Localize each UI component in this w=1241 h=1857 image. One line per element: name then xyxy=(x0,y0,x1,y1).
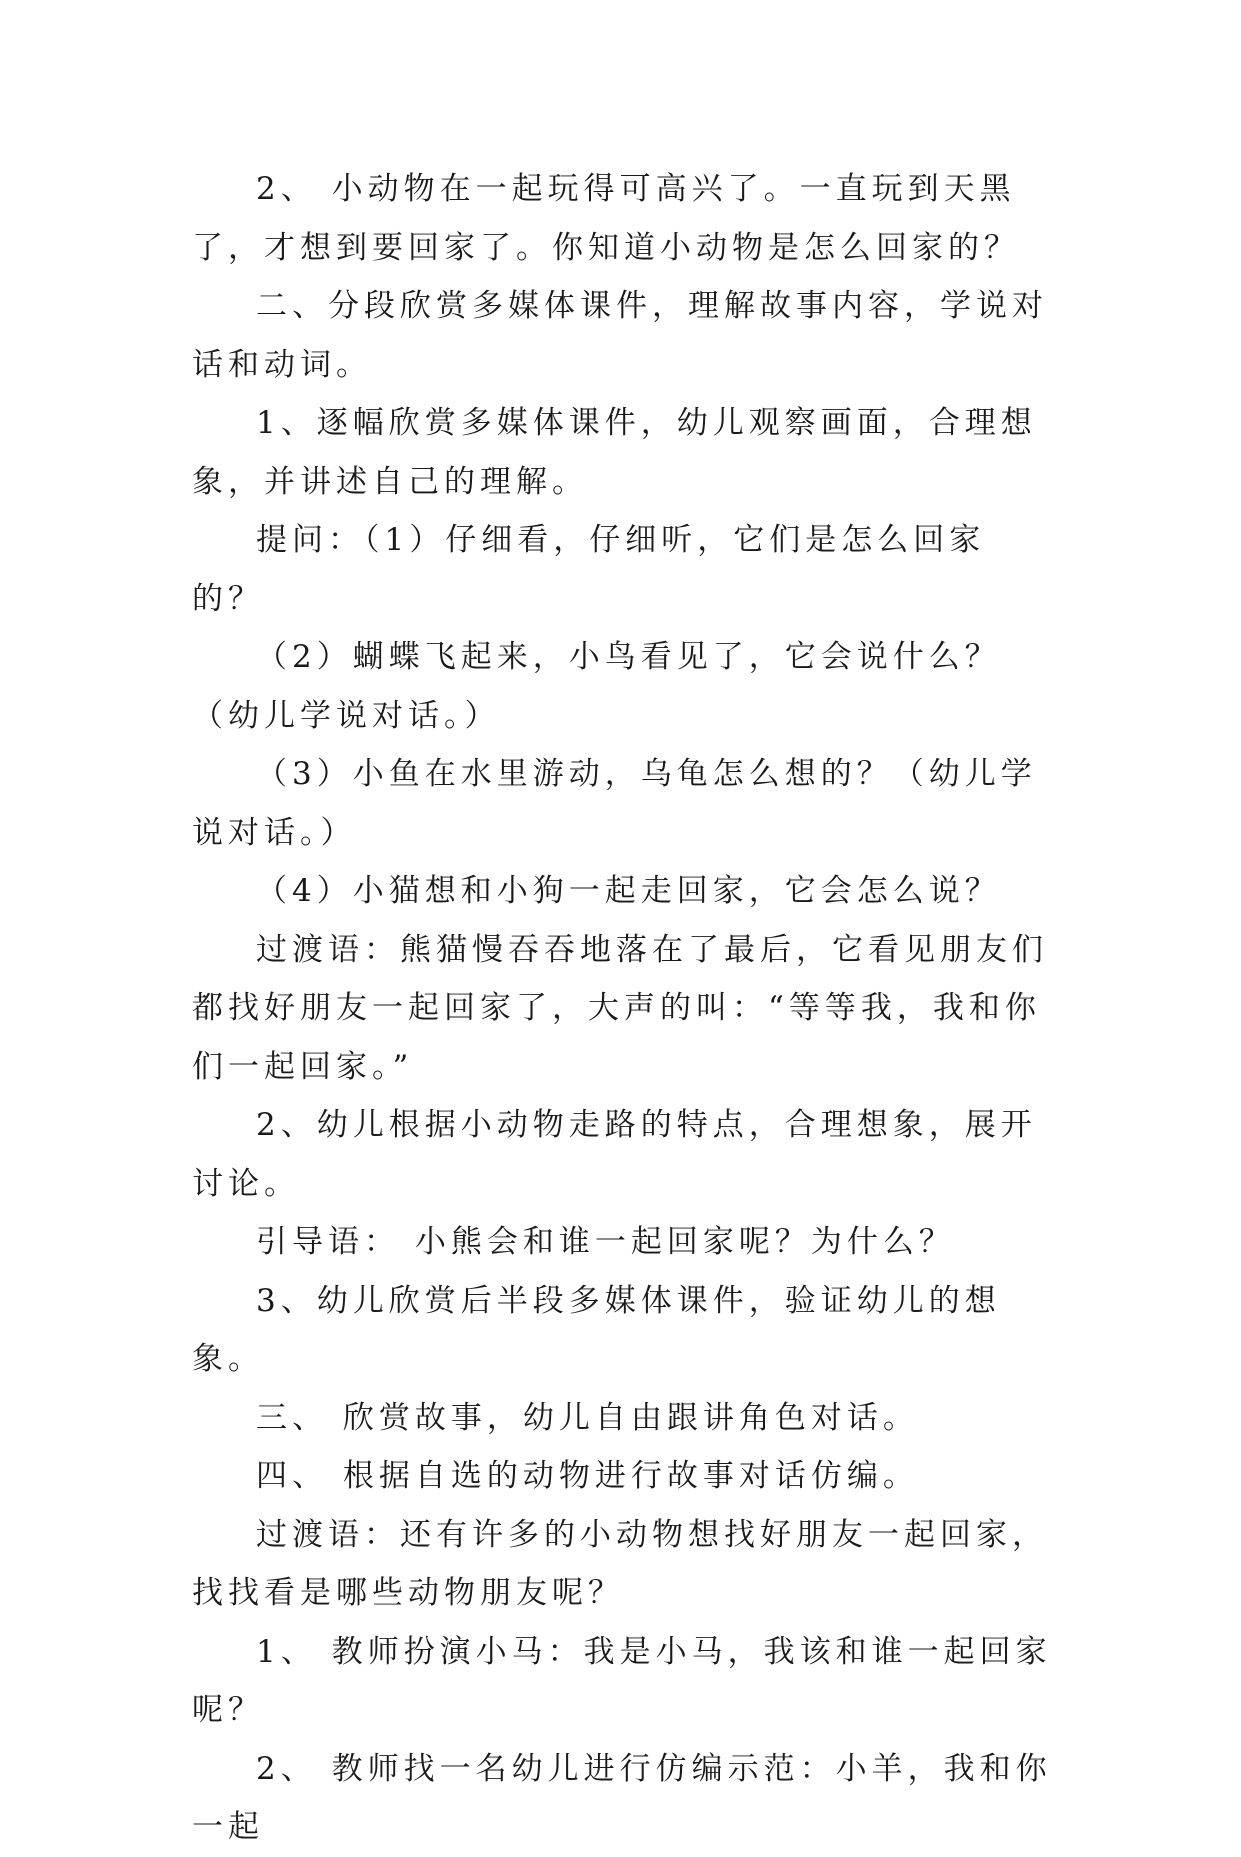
paragraph-12: 三、 欣赏故事，幼儿自由跟讲角色对话。 xyxy=(256,1399,919,1436)
paragraph-9: 2、幼儿根据小动物走路的特点，合理想象，展开讨论。 xyxy=(192,1107,1037,1202)
paragraph-11: 3、幼儿欣赏后半段多媒体课件，验证幼儿的想象。 xyxy=(192,1282,1001,1377)
paragraph-14: 过渡语：还有许多的小动物想找好朋友一起回家，找找看是哪些动物朋友呢？ xyxy=(192,1516,1048,1611)
paragraph-5: （2）蝴蝶飞起来，小鸟看见了，它会说什么？（幼儿学说对话。） xyxy=(192,639,1001,734)
paragraph-10: 引导语： 小熊会和谁一起回家呢？为什么？ xyxy=(256,1224,955,1260)
paragraph-1: 2、 小动物在一起玩得可高兴了。一直玩到天黑了，才想到要回家了。你知道小动物是怎么回家的？ xyxy=(192,171,1020,266)
paragraph-3: 1、逐幅欣赏多媒体课件，幼儿观察画面，合理想象，并讲述自己的理解。 xyxy=(192,405,1037,500)
paragraph-8: 过渡语：熊猫慢吞吞地落在了最后，它看见朋友们都找好朋友一起回家了，大声的叫：“等等我，我和你们一起回家。” xyxy=(192,931,1048,1085)
paragraph-2: 二、分段欣赏多媒体课件，理解故事内容，学说对话和动词。 xyxy=(192,288,1048,383)
paragraph-6: （3）小鱼在水里游动，乌龟怎么想的？（幼儿学说对话。） xyxy=(192,756,1037,851)
paragraph-13: 四、 根据自选的动物进行故事对话仿编。 xyxy=(256,1458,919,1494)
document-body xyxy=(192,160,1052,1857)
paragraph-7: （4）小猫想和小狗一起走回家，它会怎么说？ xyxy=(256,873,1001,909)
paragraph-4: 提问：（1）仔细看，仔细听，它们是怎么回家的？ xyxy=(192,522,986,617)
paragraph-16: 2、 教师找一名幼儿进行仿编示范：小羊，我和你一起 xyxy=(192,1750,1052,1845)
paragraph-15: 1、 教师扮演小马：我是小马，我该和谁一起回家呢？ xyxy=(192,1633,1052,1728)
